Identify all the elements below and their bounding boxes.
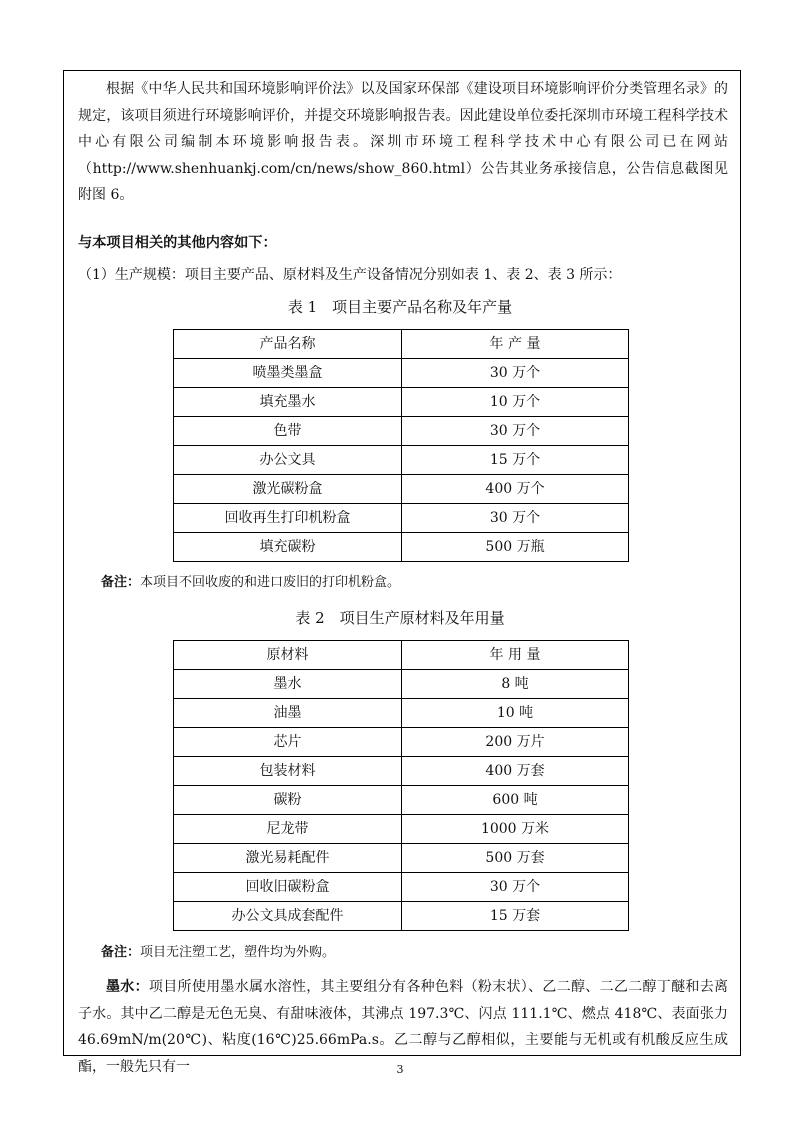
annual-output-cell: 30 万个 bbox=[402, 417, 629, 446]
annual-output-cell: 30 万个 bbox=[402, 359, 629, 388]
table-row bbox=[174, 670, 629, 699]
table-row bbox=[174, 786, 629, 815]
product-name-cell: 办公文具 bbox=[174, 446, 402, 475]
table-header-row bbox=[174, 330, 629, 359]
product-name-cell: 填充墨水 bbox=[174, 388, 402, 417]
ink-text: 项目所使用墨水属水溶性，其主要组分有各种色料（粉末状）、乙二醇、二乙二醇丁醚和去离子水。其中乙二醇是无色无臭、有甜味液体，其沸点 197.3℃、闪点 111.1℃、燃点 418℃、表面张力 46.69mN/m(20℃)、粘度(16℃)25.66mPa.s。乙二醇与乙醇相似，主要能与无机或有机酸反应生成酯，一般先只有一 bbox=[78, 979, 729, 1075]
product-name-cell: 填充碳粉 bbox=[174, 533, 402, 562]
material-name-cell: 墨水 bbox=[174, 670, 402, 699]
material-name-cell: 办公文具成套配件 bbox=[174, 902, 402, 931]
annual-usage-cell: 10 吨 bbox=[402, 699, 629, 728]
note-label: 备注： bbox=[101, 575, 141, 590]
table-header-cell: 年 用 量 bbox=[402, 641, 629, 670]
table1-note bbox=[101, 574, 400, 592]
table2-caption: 表 2 项目生产原材料及年用量 bbox=[295, 609, 505, 627]
annual-output-cell: 500 万瓶 bbox=[402, 533, 629, 562]
table-row bbox=[174, 699, 629, 728]
product-name-cell: 激光碳粉盒 bbox=[174, 475, 402, 504]
table-header-row bbox=[174, 641, 629, 670]
table-row bbox=[174, 359, 629, 388]
table2-note bbox=[101, 944, 335, 962]
annual-usage-cell: 200 万片 bbox=[402, 728, 629, 757]
material-name-cell: 激光易耗配件 bbox=[174, 844, 402, 873]
material-name-cell: 回收旧碳粉盒 bbox=[174, 873, 402, 902]
table-row bbox=[174, 446, 629, 475]
table-row bbox=[174, 417, 629, 446]
annual-output-cell: 30 万个 bbox=[402, 504, 629, 533]
note-label: 备注： bbox=[101, 945, 141, 960]
annual-output-cell: 400 万个 bbox=[402, 475, 629, 504]
table2-materials bbox=[173, 640, 629, 931]
annual-usage-cell: 15 万套 bbox=[402, 902, 629, 931]
table-row bbox=[174, 475, 629, 504]
table-row bbox=[174, 815, 629, 844]
table-row bbox=[174, 728, 629, 757]
material-name-cell: 碳粉 bbox=[174, 786, 402, 815]
table-row bbox=[174, 757, 629, 786]
material-name-cell: 芯片 bbox=[174, 728, 402, 757]
annual-output-cell: 15 万个 bbox=[402, 446, 629, 475]
note-text: 本项目不回收废的和进口废旧的打印机粉盒。 bbox=[140, 575, 401, 590]
table1-products bbox=[173, 329, 629, 562]
table-row bbox=[174, 873, 629, 902]
table-row bbox=[174, 504, 629, 533]
annual-usage-cell: 500 万套 bbox=[402, 844, 629, 873]
annual-usage-cell: 1000 万米 bbox=[402, 815, 629, 844]
ink-lead: 墨水： bbox=[106, 979, 149, 995]
product-name-cell: 回收再生打印机粉盒 bbox=[174, 504, 402, 533]
table-header-cell: 年 产 量 bbox=[402, 330, 629, 359]
annual-usage-cell: 30 万个 bbox=[402, 873, 629, 902]
product-name-cell: 色带 bbox=[174, 417, 402, 446]
material-name-cell: 包装材料 bbox=[174, 757, 402, 786]
product-name-cell: 喷墨类墨盒 bbox=[174, 359, 402, 388]
related-heading: 与本项目相关的其他内容如下： bbox=[78, 235, 277, 251]
annual-usage-cell: 8 吨 bbox=[402, 670, 629, 699]
note-text: 项目无注塑工艺，塑件均为外购。 bbox=[140, 945, 336, 960]
table-header-cell: 原材料 bbox=[174, 641, 402, 670]
table-row bbox=[174, 533, 629, 562]
table-row bbox=[174, 844, 629, 873]
page-number: 3 bbox=[396, 1063, 404, 1076]
production-scale-line: （1）生产规模：项目主要产品、原材料及生产设备情况分别如表 1、表 2、表 3 所示： bbox=[78, 267, 622, 283]
table-header-cell: 产品名称 bbox=[174, 330, 402, 359]
annual-usage-cell: 400 万套 bbox=[402, 757, 629, 786]
annual-output-cell: 10 万个 bbox=[402, 388, 629, 417]
material-name-cell: 尼龙带 bbox=[174, 815, 402, 844]
annual-usage-cell: 600 吨 bbox=[402, 786, 629, 815]
material-name-cell: 油墨 bbox=[174, 699, 402, 728]
table1-caption: 表 1 项目主要产品名称及年产量 bbox=[287, 298, 513, 316]
intro-paragraph: 根据《中华人民共和国环境影响评价法》以及国家环保部《建设项目环境影响评价分类管理名录》的规定，该项目须进行环境影响评价，并提交环境影响报告表。因此建设单位委托深圳市环境工程科学技术中心有限公司编制本环境影响报告表。深圳市环境工程科学技术中心有限公司已在网站（http://www.shenhuankj.com/cn/news/show_860.html）公告其业务承接信息，公告信息截图见附图 6。 bbox=[78, 81, 728, 204]
table-row bbox=[174, 388, 629, 417]
table-row bbox=[174, 902, 629, 931]
